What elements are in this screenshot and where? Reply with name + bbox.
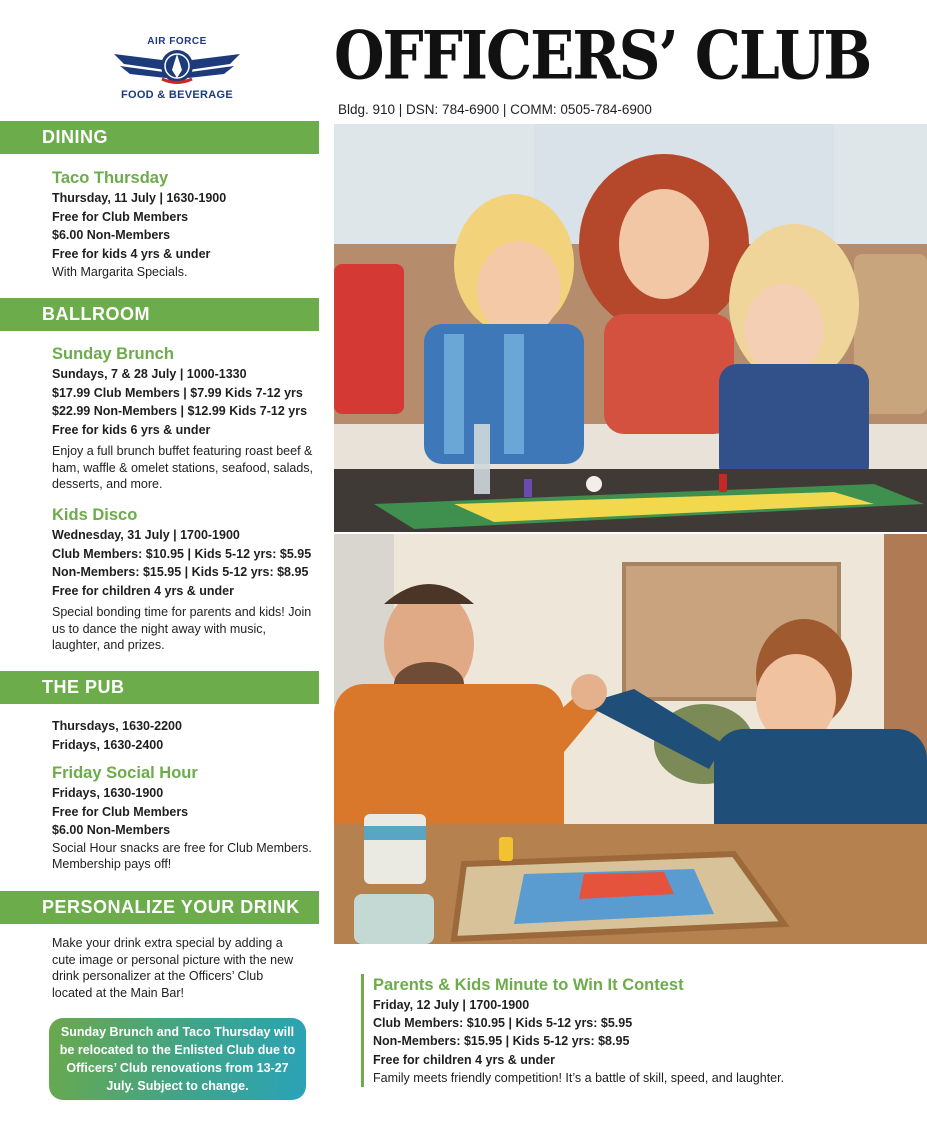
event-title: Kids Disco	[52, 506, 138, 524]
event-title: Taco Thursday	[52, 169, 169, 187]
event-line: Free for kids 4 yrs & under	[52, 246, 211, 261]
event-line: Non-Members: $15.95 | Kids 5-12 yrs: $8.95	[373, 1034, 630, 1049]
event-description: Social Hour snacks are free for Club Members. Membership pays off!	[52, 840, 312, 872]
air-force-food-beverage-logo	[110, 34, 244, 106]
section-header-pub: THE PUB	[0, 671, 319, 704]
section-header-dining: DINING	[0, 121, 319, 154]
relocation-notice: Sunday Brunch and Taco Thursday will be relocated to the Enlisted Club due to Officers’ Club renovations from 13-27 July. Subject to change.	[49, 1018, 306, 1100]
event-line: $6.00 Non-Members	[52, 228, 171, 243]
pub-hours-line: Fridays, 1630-2400	[52, 737, 164, 752]
event-line: Free for Club Members	[52, 209, 189, 224]
family-board-game-photo	[334, 124, 927, 532]
event-sunday-brunch	[52, 344, 314, 493]
event-description: Family meets friendly competition! It’s a battle of skill, speed, and laughter.	[373, 1070, 785, 1085]
event-line: Free for children 4 yrs & under	[373, 1052, 555, 1067]
section-header-drink: PERSONALIZE YOUR DRINK	[0, 891, 319, 924]
event-line: $22.99 Non-Members | $12.99 Kids 7-12 yrs	[52, 404, 308, 419]
event-line: Fridays, 1630-1900	[52, 786, 164, 800]
event-taco-thursday	[52, 168, 314, 282]
pub-hours-line: Thursdays, 1630-2200	[52, 719, 182, 733]
event-line: Free for kids 6 yrs & under	[52, 422, 211, 437]
event-line: $6.00 Non-Members	[52, 823, 171, 838]
event-line: Wednesday, 31 July | 1700-1900	[52, 528, 240, 542]
event-title: Sunday Brunch	[52, 345, 174, 363]
event-line: Thursday, 11 July | 1630-1900	[52, 191, 227, 205]
event-description: Enjoy a full brunch buffet featuring roast beef & ham, waffle & omelet stations, seafood, salads, desserts, and more.	[52, 444, 314, 492]
event-line: Non-Members: $15.95 | Kids 5-12 yrs: $8.95	[52, 565, 309, 580]
event-description: Special bonding time for parents and kids! Join us to dance the night away with music, laughter, and prizes.	[52, 605, 312, 653]
event-title: Parents & Kids Minute to Win It Contest	[373, 976, 684, 994]
pub-hours	[52, 717, 314, 754]
event-title: Friday Social Hour	[52, 764, 198, 782]
father-son-game-photo	[334, 534, 927, 944]
drink-personalizer	[52, 935, 302, 1001]
event-kids-disco	[52, 505, 314, 654]
event-line: $17.99 Club Members | $7.99 Kids 7-12 yrs	[52, 385, 303, 400]
logo-top-text: AIR FORCE	[147, 36, 207, 47]
page-title: OFFICERS’ CLUB	[334, 16, 871, 95]
event-friday-social-hour	[52, 763, 314, 873]
air-force-wings-icon	[110, 46, 244, 90]
event-line: Free for Club Members	[52, 804, 189, 819]
contact-info: Bldg. 910 | DSN: 784-6900 | COMM: 0505-784-6900	[338, 102, 652, 117]
event-note: With Margarita Specials.	[52, 265, 188, 280]
section-header-ballroom: BALLROOM	[0, 298, 319, 331]
event-line: Free for children 4 yrs & under	[52, 583, 234, 598]
event-line: Club Members: $10.95 | Kids 5-12 yrs: $5.95	[373, 1016, 633, 1031]
event-line: Club Members: $10.95 | Kids 5-12 yrs: $5.95	[52, 546, 312, 561]
event-line: Friday, 12 July | 1700-1900	[373, 998, 530, 1012]
drink-description: Make your drink extra special by adding a cute image or personal picture with the new drink personalizer at the Officers’ Club located at the Main Bar!	[52, 936, 294, 1000]
event-line: Sundays, 7 & 28 July | 1000-1330	[52, 367, 247, 381]
event-minute-to-win-it	[361, 974, 893, 1087]
logo-bottom-text: FOOD & BEVERAGE	[120, 89, 234, 101]
